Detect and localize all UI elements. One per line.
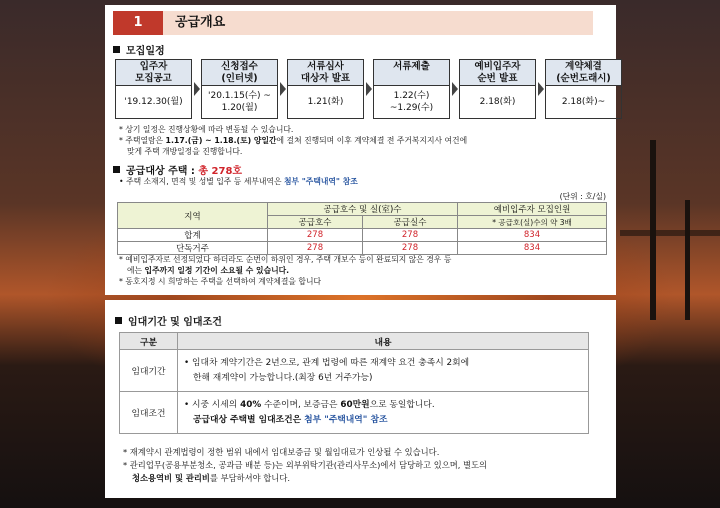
col-supply: 공급호수 및 실(室)수 (268, 203, 458, 216)
schedule-step: 서류제출 1.22(수) ~1.29(수) (373, 59, 450, 119)
arrow-right-icon (538, 82, 544, 96)
schedule-note: * 상기 일정은 진행상황에 따라 변동될 수 있습니다. * 주택열람은 1.17.(금) ~ 1.18.(토) 양일간에 걸쳐 진행되며 이후 계약체결 전 주거복지지사 여건에 맞게 주택 개방일정을 진행합니다. (119, 125, 468, 156)
section-number: 1 (113, 11, 163, 35)
col-content: 내용 (178, 333, 589, 350)
schedule-step: 입주자 모집공고 '19.12.30(월) (115, 59, 192, 119)
col-houses: 공급호수 (268, 216, 363, 229)
tree-silhouette (620, 230, 720, 236)
arrow-right-icon (452, 82, 458, 96)
square-bullet-icon (113, 166, 120, 173)
schedule-heading: 모집일정 (113, 42, 165, 57)
tree-silhouette (685, 200, 690, 320)
square-bullet-icon (115, 317, 122, 324)
col-reserve-note: * 공급호(실)수의 약 3배 (458, 216, 607, 229)
schedule-step: 신청접수 (인터넷) '20.1.15(수) ~ 1.20(월) (201, 59, 278, 119)
table-note: * 예비입주자로 선정되었다 하더라도 순번이 하위인 경우, 주택 개보수 등이 완료되지 않은 경우 등 에는 입주까지 일정 기간이 소요될 수 있습니다. * 동호지정 시 희망하는 주택을 선택하여 계약체결을 합니다 (119, 255, 452, 286)
square-bullet-icon (113, 46, 120, 53)
table-row: 임대기간 • 임대차 계약기간은 2년으로, 관계 법령에 따른 재계약 요건 충족시 2회에 한해 재계약이 가능합니다.(최장 6년 거주가능) (120, 350, 589, 392)
col-reserve: 예비입주자 모집인원 (458, 203, 607, 216)
schedule-step: 계약체결 (순번도래시) 2.18(화)~ (545, 59, 622, 119)
schedule-step: 서류심사 대상자 발표 1.21(화) (287, 59, 364, 119)
table-row: 임대조건 • 시중 시세의 40% 수준이며, 보증금은 60만원으로 동일합니다. 공급대상 주택별 임대조건은 첨부 "주택내역" 참조 (120, 392, 589, 434)
table-row: 합계 278 278 834 (118, 229, 607, 242)
arrow-right-icon (280, 82, 286, 96)
table-row: 단독거주 278 278 834 (118, 242, 607, 255)
col-rooms: 공급실수 (363, 216, 458, 229)
unit-label: (단위 : 호/실) (559, 192, 606, 201)
lease-note: * 재계약시 관계법령이 정한 범위 내에서 임대보증금 및 월임대료가 인상될 수 있습니다. * 관리업무(공용부분청소, 공과금 배분 등)는 외부위탁기관(관리사무소)에서 담당하고 있으며, 별도의 청소용역비 및 관리비를 부담하셔야 합니다. (123, 447, 488, 483)
section-header (113, 11, 593, 35)
arrow-right-icon (366, 82, 372, 96)
schedule-step: 예비입주자 순번 발표 2.18(화) (459, 59, 536, 119)
supply-heading: 공급대상 주택 : 총 278호 (113, 162, 242, 177)
col-region: 지역 (118, 203, 268, 229)
overview-panel (105, 5, 616, 295)
arrow-right-icon (194, 82, 200, 96)
supply-table (117, 202, 607, 255)
lease-panel (105, 300, 616, 498)
lease-table (119, 332, 589, 434)
supply-note: • 주택 소재지, 면적 및 성별 입주 등 세부내역은 첨부 "주택내역" 참조 (119, 177, 358, 186)
section-title: 공급개요 (175, 15, 226, 30)
col-category: 구분 (120, 333, 178, 350)
lease-heading: 임대기간 및 임대조건 (115, 313, 222, 328)
